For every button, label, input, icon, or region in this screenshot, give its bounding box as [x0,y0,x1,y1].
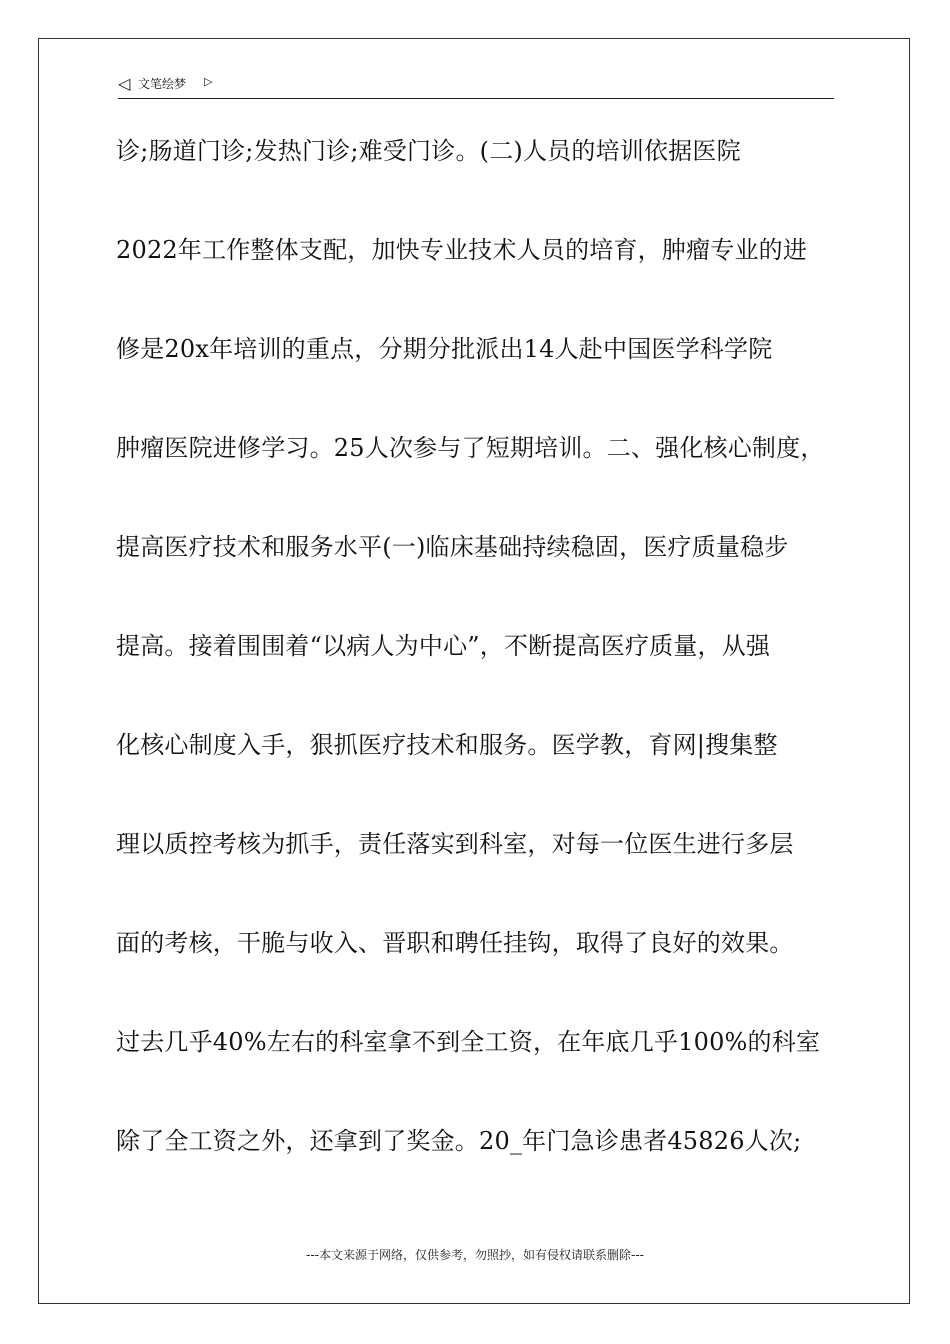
page-header [118,74,834,99]
right-triangle-icon: ▷ [204,75,213,88]
text-line: 肿瘤医院进修学习。25人次参与了短期培训。二、强化核心制度， [116,434,825,462]
text-line: 面的考核，干脆与收入、晋职和聘任挂钩，取得了良好的效果。 [116,929,794,957]
text-line: 诊;肠道门诊;发热门诊;难受门诊。(二)人员的培训依据医院 [116,137,741,165]
page-footer: ---本文来源于网络，仅供参考，勿照抄，如有侵权请联系删除--- [306,1248,644,1262]
text-line: 提高。接着围围着“以病人为中心”，不断提高医疗质量，从强 [116,632,771,660]
text-line: 过去几乎40%左右的科室拿不到全工资，在年底几乎100%的科室 [116,1028,821,1056]
left-triangle-icon: ◁ [118,74,131,93]
text-line: 化核心制度入手，狠抓医疗技术和服务。医学教，育网|搜集整 [116,731,778,759]
document-body [116,126,856,1215]
header-brand: 文笔绘梦 [138,77,187,91]
text-line: 提高医疗技术和服务水平(一)临床基础持续稳固，医疗质量稳步 [116,533,789,561]
text-line: 2022年工作整体支配，加快专业技术人员的培育，肿瘤专业的进 [116,236,808,264]
text-line: 理以质控考核为抓手，责任落实到科室，对每一位医生进行多层 [116,830,794,858]
text-line: 修是20x年培训的重点，分期分批派出14人赴中国医学科学院 [116,335,773,363]
text-line: 除了全工资之外，还拿到了奖金。20_年门急诊患者45826人次; [116,1127,802,1155]
